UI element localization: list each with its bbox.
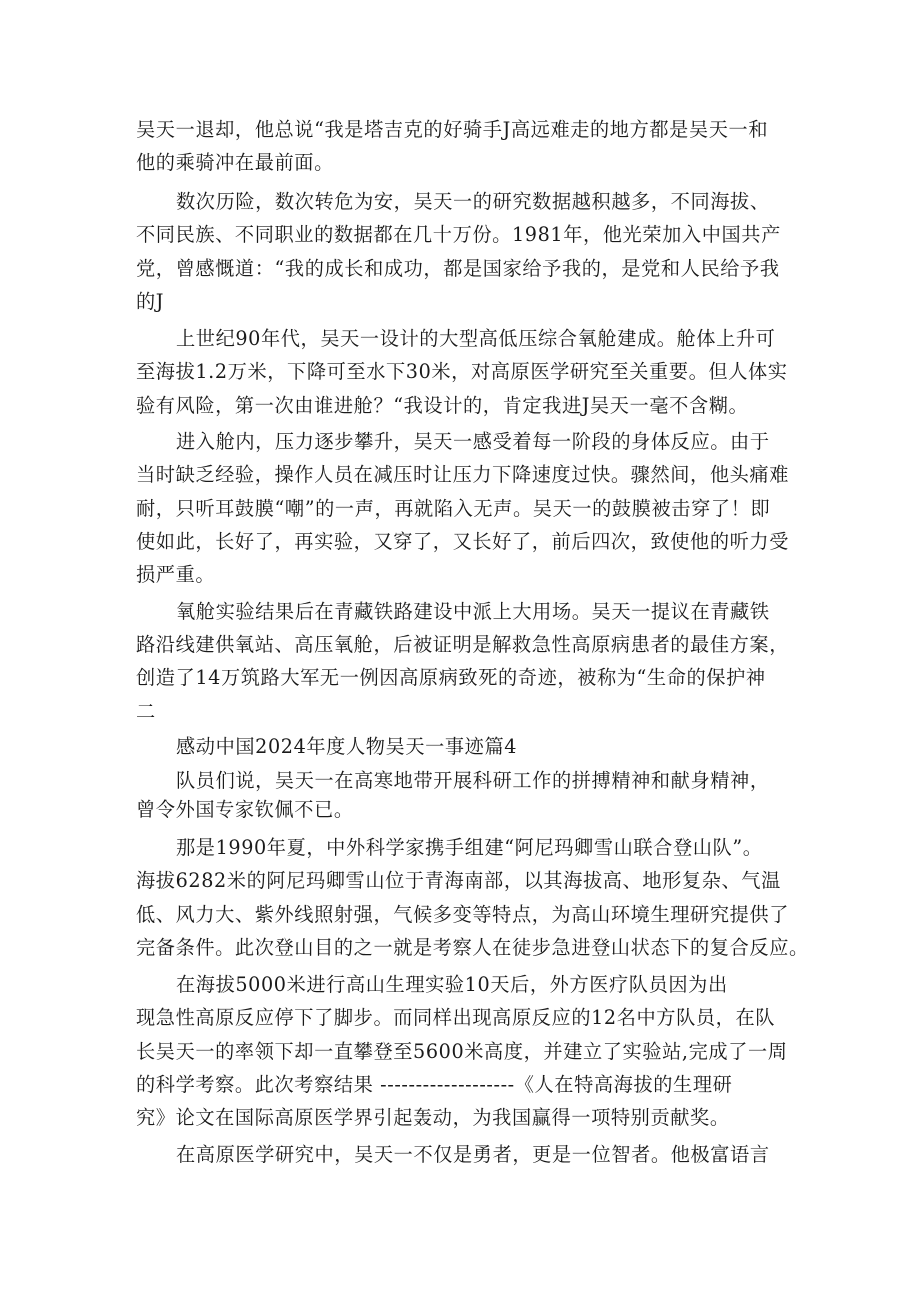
text-line: 路沿线建供氧站、高压氧舱，后被证明是解救急性高原病患者的最佳方案， bbox=[136, 633, 789, 656]
text-line: 创造了14万筑路大军无一例因高原病致死的奇迹，被称为“生命的保护神 bbox=[136, 666, 766, 689]
section-heading: 感动中国2024年度人物吴天一事迹篇4 bbox=[176, 735, 518, 758]
text-line: 究》论文在国际高原医学界引起轰动，为我国赢得一项特别贡献奖。 bbox=[136, 1106, 730, 1129]
text-line: 在海拔5000米进行高山生理实验10天后，外方医疗队员因为出 bbox=[176, 973, 728, 996]
text-line: 长吴天一的率领下却一直攀登至5600米高度，并建立了实验站,完成了一周 bbox=[136, 1040, 788, 1063]
text-line: 队员们说，吴天一在高寒地带开展科研工作的拼搏精神和献身精神， bbox=[176, 769, 770, 792]
text-line: 他的乘骑冲在最前面。 bbox=[136, 151, 334, 174]
text-line: 验有风险，第一次由谁进舱？“我设计的，肯定我进J吴天一毫不含糊。 bbox=[136, 394, 749, 417]
text-line: 海拔6282米的阿尼玛卿雪山位于青海南部，以其海拔高、地形复杂、气温 bbox=[136, 869, 781, 892]
text-line: 完备条件。此次登山目的之一就是考察人在徒步急进登山状态下的复合反应。 bbox=[136, 936, 809, 959]
text-line: 损严重。 bbox=[136, 563, 216, 586]
text-line: 曾令外国专家钦佩不已。 bbox=[136, 798, 354, 821]
text-line: 不同民族、不同职业的数据都在几十万份。1981年，他光荣加入中国共产 bbox=[136, 223, 781, 246]
text-line: 进入舱内，压力逐步攀升，吴天一感受着每一阶段的身体反应。由于 bbox=[176, 430, 770, 453]
text-line: 吴天一退却，他总说“我是塔吉克的好骑手J高远难走的地方都是吴天一和 bbox=[136, 118, 769, 141]
text-line: 现急性高原反应停下了脚步。而同样出现高原反应的12名中方队员，在队 bbox=[136, 1006, 776, 1029]
text-line: 党，曾感慨道：“我的成长和成功，都是国家给予我的，是党和人民给予我 bbox=[136, 257, 780, 280]
text-line: 至海拔1.2万米，下降可至水下30米，对高原医学研究至关重要。但人体实 bbox=[136, 360, 788, 383]
text-line: 上世纪90年代，吴天一设计的大型高低压综合氧舱建成。舱体上升可 bbox=[176, 327, 776, 350]
text-line: 二 bbox=[136, 700, 156, 723]
text-line: 耐，只听耳鼓膜“嘲”的一声，再就陷入无声。吴天一的鼓膜被击穿了！即 bbox=[136, 497, 771, 520]
text-line: 数次历险，数次转危为安，吴天一的研究数据越积越多，不同海拔、 bbox=[176, 190, 770, 213]
text-line: 低、风力大、紫外线照射强，气候多变等特点，为高山环境生理研究提供了 bbox=[136, 903, 789, 926]
text-line: 的科学考察。此次考察结果 -------------------《人在特高海拔的生理研 bbox=[136, 1073, 733, 1096]
text-line: 在高原医学研究中，吴天一不仅是勇者，更是一位智者。他极富语言 bbox=[176, 1143, 770, 1166]
text-line: 使如此，长好了，再实验，又穿了，又长好了，前后四次，致使他的听力受 bbox=[136, 530, 789, 553]
text-line: 的J bbox=[136, 290, 165, 313]
text-line: 当时缺乏经验，操作人员在减压时让压力下降速度过快。骤然间，他头痛难 bbox=[136, 463, 789, 486]
text-line: 那是1990年夏，中外科学家携手组建“阿尼玛卿雪山联合登山队”。 bbox=[176, 836, 763, 859]
text-line: 氧舱实验结果后在青藏铁路建设中派上大用场。吴天一提议在青藏铁 bbox=[176, 600, 770, 623]
